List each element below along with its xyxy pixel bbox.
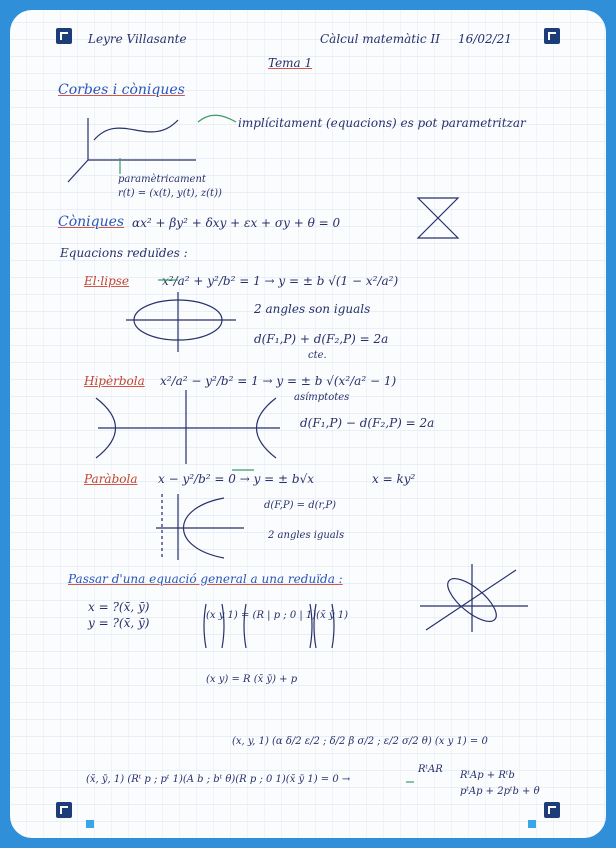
matrix-equation-1: (x y 1) = (R | p ; 0 | 1)(x̄ ȳ 1) [206,610,348,621]
matrix-equation-2: (x y) = R (x̄ ȳ) + p [206,674,298,685]
ellipse-focus-property: d(F₁,P) + d(F₂,P) = 2a [254,332,389,346]
implicit-note: implícitament (equacions) es pot parametritzar [238,116,526,130]
section-heading-transform: Passar d'una equació general a una reduïda : [68,572,343,586]
parabola-focus-property: d(F,P) = d(r,P) [264,500,337,511]
axes-3d-icon [88,118,196,160]
course-name: Càlcul matemàtic II [320,32,440,46]
matrix-equation-4: (x̄, ȳ, 1) (Rᵗ p ; pᵗ 1)(A b ; bᵗ θ)(R p ; 0 1)(x̄ ȳ 1) = 0 → [86,774,351,785]
section-heading-curves: Corbes i còniques [58,82,185,98]
hyperbola-asymptotes-note: asímptotes [294,392,350,403]
hyperbola-equation: x²/a² − y²/b² = 1 → y = ± b √(x²/a² − 1) [160,374,397,388]
sketches [10,10,606,838]
page-title: Tema 1 [268,56,313,70]
cone-icon [418,198,458,238]
result-rar: RᵗAR [418,764,443,775]
reduced-heading: Equacions reduïdes : [60,246,188,260]
date: 16/02/21 [458,32,512,46]
parabola-label: Paràbola [84,472,138,486]
param-equation: r(t) = (x(t), y(t), z(t)) [118,188,222,199]
ellipse-note: 2 angles son iguals [254,302,371,316]
author-name: Leyre Villasante [88,32,187,46]
parabola-note: 2 angles iguals [268,530,345,541]
transform-line-y: y = ?(x̄, ȳ) [88,616,150,630]
general-conic-equation: αx² + βy² + δxy + εx + σy + θ = 0 [132,216,341,230]
parabola-equation-alt: x = ky² [372,472,416,486]
ellipse-equation: x²/a² + y²/b² = 1 → y = ± b √(1 − x²/a²) [162,274,399,288]
param-label: paramètricament [118,174,206,185]
hyperbola-label: Hipèrbola [84,374,145,388]
result-constant: pᵗAp + 2pᵗb + θ [460,786,540,797]
parabola-equation: x − y²/b² = 0 → y = ± b√x [158,472,315,486]
result-linear: RᵗAp + Rᵗb [460,770,515,781]
ellipse-label: El·lipse [84,274,130,288]
hyperbola-focus-property: d(F₁,P) − d(F₂,P) = 2a [300,416,435,430]
transform-line-x: x = ?(x̄, ȳ) [88,600,150,614]
section-heading-conics: Còniques [58,214,125,230]
ellipse-constant-note: cte. [308,350,327,361]
matrix-equation-3: (x, y, 1) (α δ/2 ε/2 ; δ/2 β σ/2 ; ε/2 σ/2 θ) (x y 1) = 0 [232,736,488,747]
notebook-page [10,10,606,838]
